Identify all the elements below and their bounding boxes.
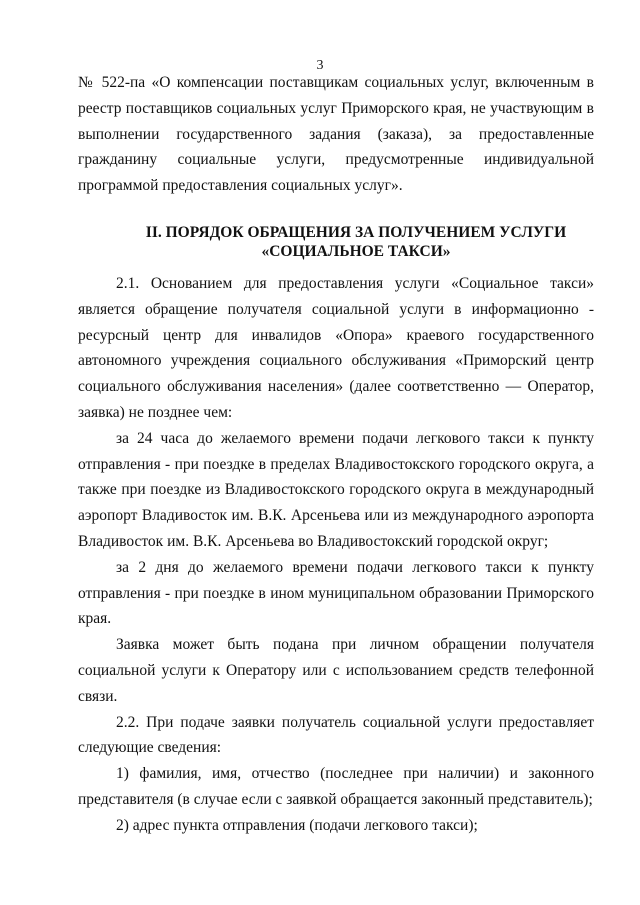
intro-paragraph: № 522-па «О компенсации поставщикам социальных услуг, включенным в реестр поставщиков социальных услуг Приморского края, не участвующим в выполнении государственного задания (заказа), за предоставленные гражданину социальные услуги, предусмотренные индивидуальной программой предоставления социальных услуг». xyxy=(78,74,594,195)
section-heading xyxy=(78,223,594,261)
document-body xyxy=(78,70,594,839)
section-heading-line-2: «СОЦИАЛЬНОЕ ТАКСИ» xyxy=(261,242,451,260)
paragraph-2-2: 2.2. При подаче заявки получатель социальной услуги предоставляет следующие сведения: xyxy=(78,713,594,757)
paragraph-2-1: 2.1. Основанием для предоставления услуги «Социальное такси» является обращение получателя социальной услуги в информационно - ресурсный центр для инвалидов «Опора» краевого государственного автономного учреждения социального обслуживания «Приморский центр социального обслуживания населения» (далее соответственно — Оператор, заявка) не позднее чем: xyxy=(78,274,594,421)
paragraph-submission: Заявка может быть подана при личном обращении получателя социальной услуги к Оператору или с использованием средств телефонной связи. xyxy=(78,636,594,705)
paragraph-2-days: за 2 дня до желаемого времени подачи легкового такси к пункту отправления - при поездке в ином муниципальном образовании Приморского края. xyxy=(78,558,594,628)
list-item-1: 1) фамилия, имя, отчество (последнее при наличии) и законного представителя (в случае если с заявкой обращается законный представитель); xyxy=(78,765,594,808)
list-item-2: 2) адрес пункта отправления (подачи легкового такси); xyxy=(116,816,478,834)
page-number: 3 xyxy=(316,58,324,73)
paragraph-24-hours: за 24 часа до желаемого времени подачи легкового такси к пункту отправления - при поездке в пределах Владивостокского городского округа, а также при поездке из Владивостокского городского округа в международный аэропорт Владивосток им. В.К. Арсеньева или из международного аэропорта Владивосток им. В.К. Арсеньева во Владивостокский городской округ; xyxy=(78,429,594,550)
section-heading-line-1: II. ПОРЯДОК ОБРАЩЕНИЯ ЗА ПОЛУЧЕНИЕМ УСЛУГИ xyxy=(145,223,567,241)
